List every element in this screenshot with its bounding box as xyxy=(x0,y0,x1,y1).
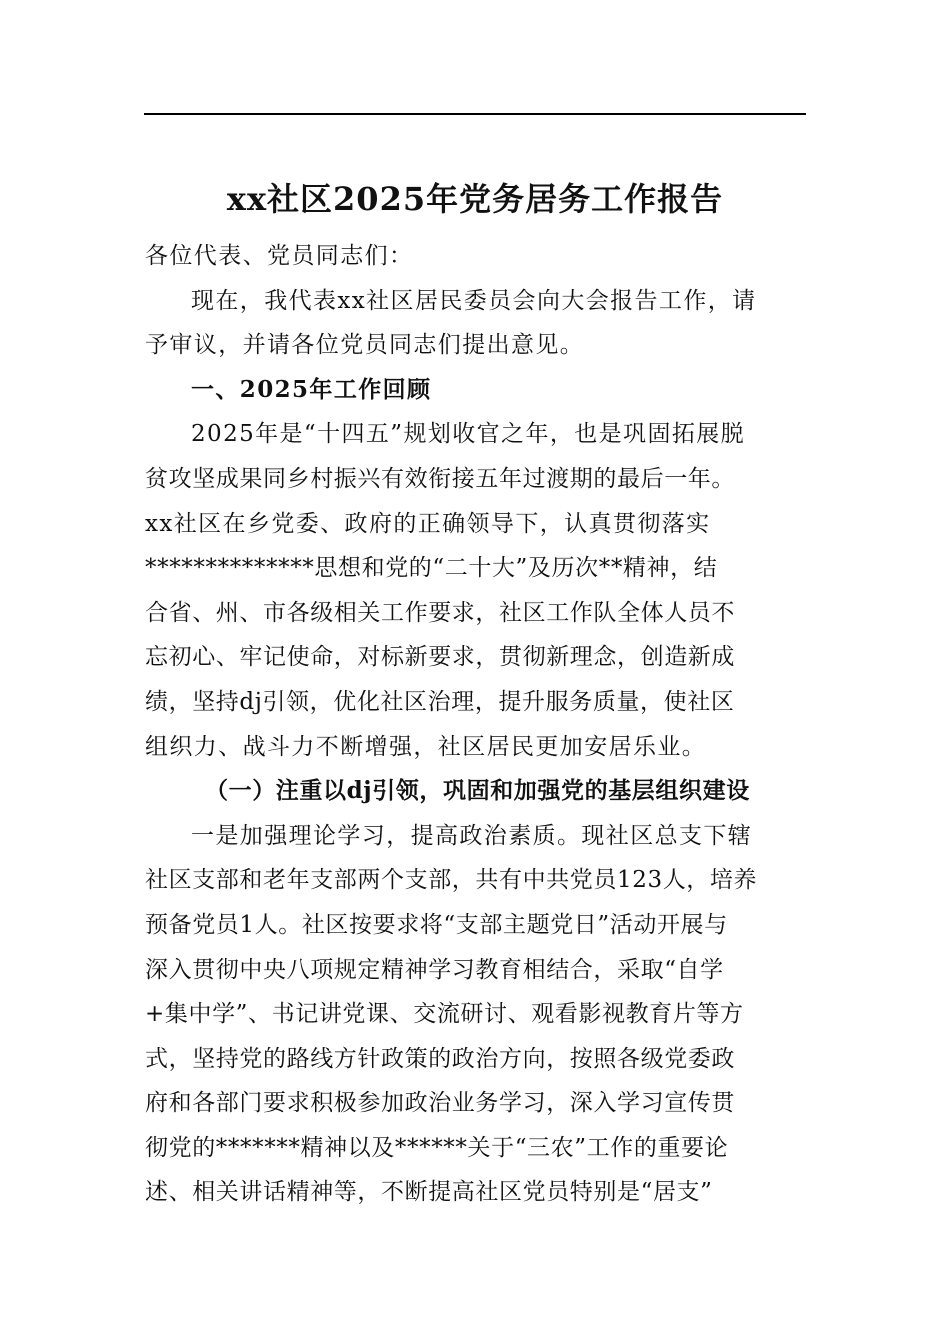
body-line: 组织力、战斗力不断增强，社区居民更加安居乐业。 xyxy=(145,733,707,760)
body-line: 一是加强理论学习，提高政治素质。现社区总支下辖 xyxy=(191,822,753,849)
body-line: 深入贯彻中央八项规定精神学习教育相结合，采取“自学 xyxy=(145,956,724,983)
section-heading: 一、2025年工作回顾 xyxy=(191,375,432,403)
body-line: 绩，坚持dj引领，优化社区治理，提升服务质量，使社区 xyxy=(145,688,735,715)
body-line: +集中学”、书记讲党课、交流研讨、观看影视教育片等方 xyxy=(145,1001,744,1028)
document-body xyxy=(145,234,807,1215)
salutation: 各位代表、党员同志们： xyxy=(145,243,414,269)
body-line: 彻党的*******精神以及******关于“三农”工作的重要论 xyxy=(145,1134,729,1161)
body-line: 式，坚持党的路线方针政策的政治方向，按照各级党委政 xyxy=(145,1045,735,1072)
document-title: xx社区2025年党务居务工作报告 xyxy=(226,180,724,219)
body-line: 现在，我代表xx社区居民委员会向大会报告工作，请 xyxy=(191,287,757,314)
body-line: 2025年是“十四五”规划收官之年，也是巩固拓展脱 xyxy=(191,421,746,448)
body-line: xx社区在乡党委、政府的正确领导下，认真贯彻落实 xyxy=(145,510,711,537)
body-line: 忘初心、牢记使命，对标新要求，贯彻新理念，创造新成 xyxy=(145,644,735,671)
body-line: 府和各部门要求积极参加政治业务学习，深入学习宣传贯 xyxy=(145,1090,735,1117)
header-rule xyxy=(144,113,806,115)
body-line: 贫攻坚成果同乡村振兴有效衔接五年过渡期的最后一年。 xyxy=(145,465,735,492)
body-line: 预备党员1人。社区按要求将“支部主题党日”活动开展与 xyxy=(145,911,728,938)
body-line: 述、相关讲话精神等，不断提高社区党员特别是“居支” xyxy=(145,1179,713,1206)
body-line: 予审议，并请各位党员同志们提出意见。 xyxy=(145,332,585,359)
body-line: **************思想和党的“二十大”及历次**精神，结 xyxy=(145,555,718,582)
body-line: 社区支部和老年支部两个支部，共有中共党员123人，培养 xyxy=(145,867,758,894)
body-line: 合省、州、市各级相关工作要求，社区工作队全体人员不 xyxy=(145,599,735,626)
subsection-heading: （一）注重以dj引领，巩固和加强党的基层组织建设 xyxy=(205,777,750,805)
